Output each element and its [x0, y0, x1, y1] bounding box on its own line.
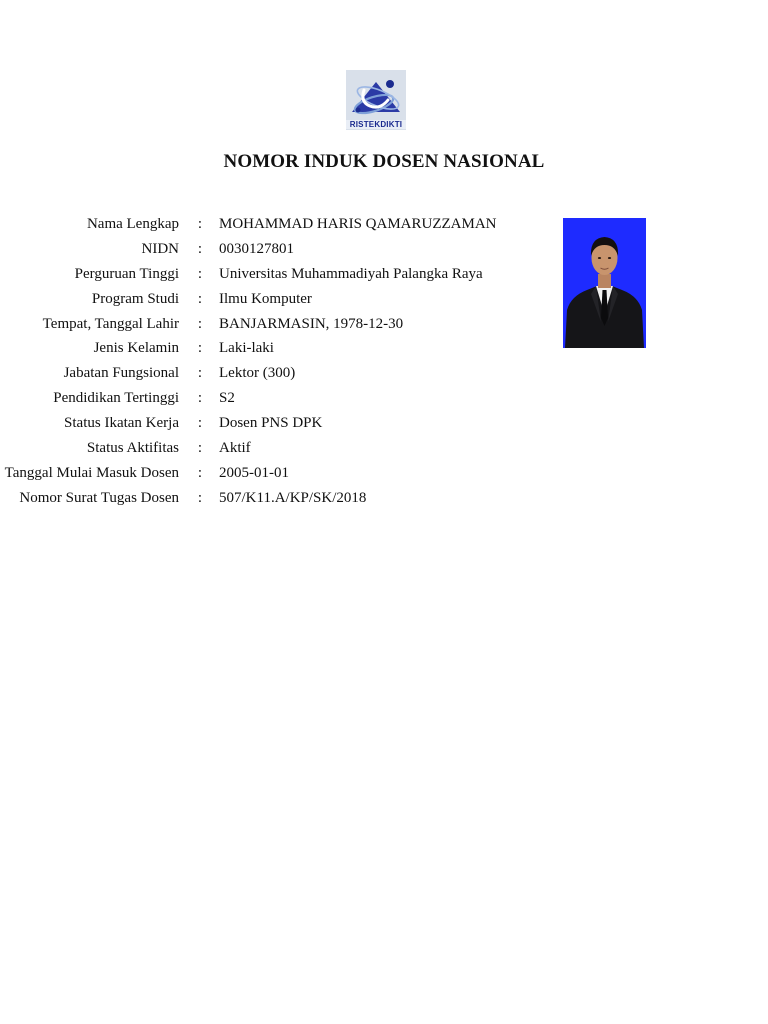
info-label: Perguruan Tinggi [74, 265, 179, 282]
info-value: Universitas Muhammadiyah Palangka Raya [219, 265, 483, 282]
info-value: 2005-01-01 [219, 464, 289, 481]
info-row-nama [0, 212, 540, 237]
info-label: Jenis Kelamin [93, 340, 179, 357]
logo-text: RISTEKDIKTI [346, 120, 406, 129]
info-label: Nama Lengkap [86, 216, 179, 232]
info-row-nomor-surat-tugas [0, 486, 540, 511]
info-label: Tempat, Tanggal Lahir [42, 315, 179, 332]
info-row-tempat-tanggal-lahir [0, 312, 540, 337]
person-portrait-icon [563, 218, 646, 348]
info-label: Tanggal Mulai Masuk Dosen [4, 464, 179, 481]
info-row-tanggal-mulai-masuk [0, 461, 540, 486]
info-separator: : [197, 365, 203, 382]
info-label: Status Aktifitas [86, 440, 179, 457]
info-value: 0030127801 [219, 240, 294, 257]
info-separator: : [197, 290, 203, 307]
info-separator: : [197, 240, 203, 257]
info-label: NIDN [141, 240, 179, 257]
info-value: Aktif [219, 440, 251, 457]
lecturer-info-table [0, 212, 540, 511]
info-separator: : [197, 216, 203, 232]
info-value: Lektor (300) [219, 365, 296, 382]
info-row-nidn [0, 237, 540, 262]
info-value: Laki-laki [219, 340, 274, 357]
info-row-jabatan-fungsional [0, 361, 540, 386]
info-separator: : [197, 440, 203, 457]
info-row-pendidikan-tertinggi [0, 386, 540, 411]
info-label: Program Studi [91, 290, 179, 307]
info-label: Status Ikatan Kerja [64, 415, 179, 432]
info-separator: : [197, 315, 203, 332]
ristekdikti-logo [346, 70, 406, 130]
info-row-program-studi [0, 287, 540, 312]
info-value: Ilmu Komputer [219, 290, 312, 307]
info-separator: : [197, 265, 203, 282]
info-value: Dosen PNS DPK [219, 415, 323, 432]
info-label: Jabatan Fungsional [63, 365, 179, 382]
info-separator: : [197, 415, 203, 432]
info-row-status-aktifitas [0, 436, 540, 461]
info-label: Pendidikan Tertinggi [53, 390, 179, 407]
info-label: Nomor Surat Tugas Dosen [19, 489, 179, 506]
info-row-perguruan-tinggi [0, 262, 540, 287]
info-row-status-ikatan-kerja [0, 411, 540, 436]
info-separator: : [197, 464, 203, 481]
info-separator: : [197, 390, 203, 407]
info-value: S2 [219, 390, 235, 407]
info-value: BANJARMASIN, 1978-12-30 [219, 315, 404, 332]
info-value: 507/K11.A/KP/SK/2018 [219, 489, 367, 506]
info-separator: : [197, 340, 203, 357]
info-row-jenis-kelamin [0, 336, 540, 361]
info-separator: : [197, 489, 203, 506]
lecturer-photo [563, 218, 646, 348]
page-title: NOMOR INDUK DOSEN NASIONAL [223, 151, 545, 172]
info-value: MOHAMMAD HARIS QAMARUZZAMAN [219, 216, 497, 232]
